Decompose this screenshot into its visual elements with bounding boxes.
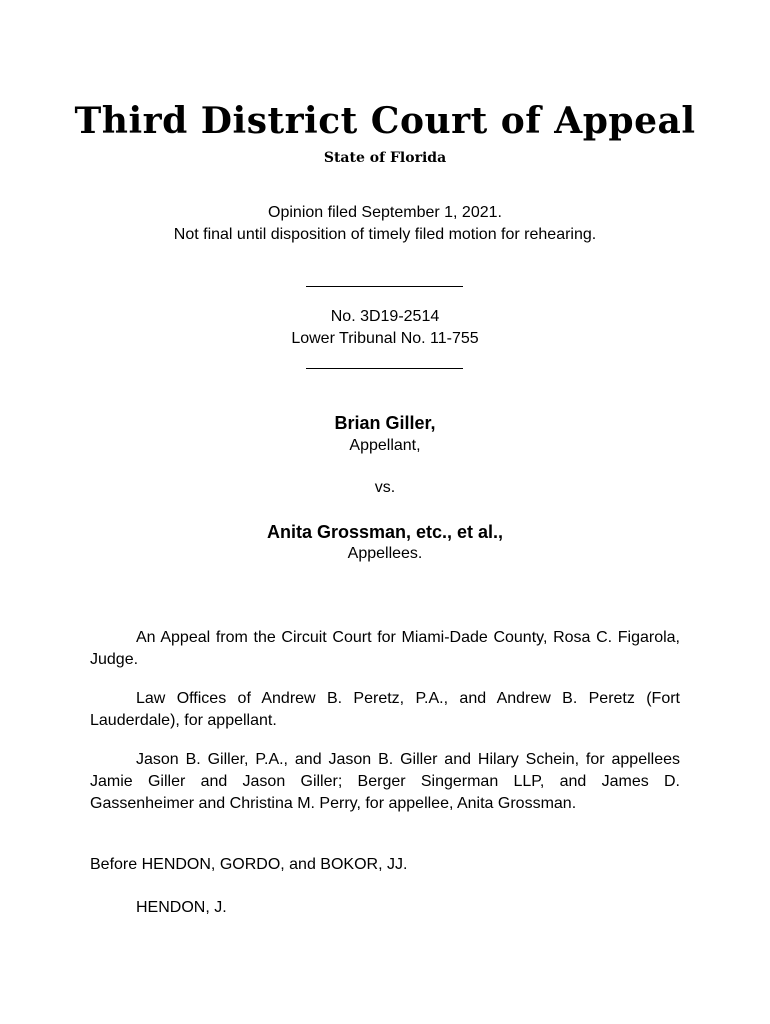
finality-note: Not final until disposition of timely filed motion for rehearing. bbox=[173, 226, 597, 243]
appellant-role: Appellant, bbox=[349, 437, 421, 454]
lower-tribunal-number: Lower Tribunal No. 11-755 bbox=[291, 330, 479, 347]
appellee-role: Appellees. bbox=[347, 545, 423, 562]
divider-top bbox=[306, 286, 463, 287]
appellee-name: Anita Grossman, etc., et al., bbox=[266, 522, 504, 542]
divider-bottom bbox=[306, 368, 463, 369]
appeal-origin-paragraph: An Appeal from the Circuit Court for Miami-Dade County, Rosa C. Figarola, Judge. bbox=[90, 629, 680, 668]
opinion-author: HENDON, J. bbox=[136, 899, 227, 916]
case-number: No. 3D19-2514 bbox=[330, 308, 440, 325]
appellant-name: Brian Giller, bbox=[334, 413, 436, 433]
appellant-counsel-paragraph: Law Offices of Andrew B. Peretz, P.A., and Andrew B. Peretz (Fort Lauderdale), for appellant. bbox=[90, 690, 680, 729]
court-name: Third District Court of Appeal bbox=[74, 100, 696, 142]
appellee-counsel-paragraph: Jason B. Giller, P.A., and Jason B. Giller and Hilary Schein, for appellees Jamie Giller and Jason Giller; Berger Singerman LLP, and James D. Gassenheimer and Christina M. Perry, for appellee, Anita Grossman. bbox=[90, 751, 680, 812]
versus-text: vs. bbox=[374, 479, 396, 496]
opinion-date: Opinion filed September 1, 2021. bbox=[268, 204, 502, 221]
panel-line: Before HENDON, GORDO, and BOKOR, JJ. bbox=[90, 856, 408, 873]
court-state: State of Florida bbox=[323, 150, 447, 166]
